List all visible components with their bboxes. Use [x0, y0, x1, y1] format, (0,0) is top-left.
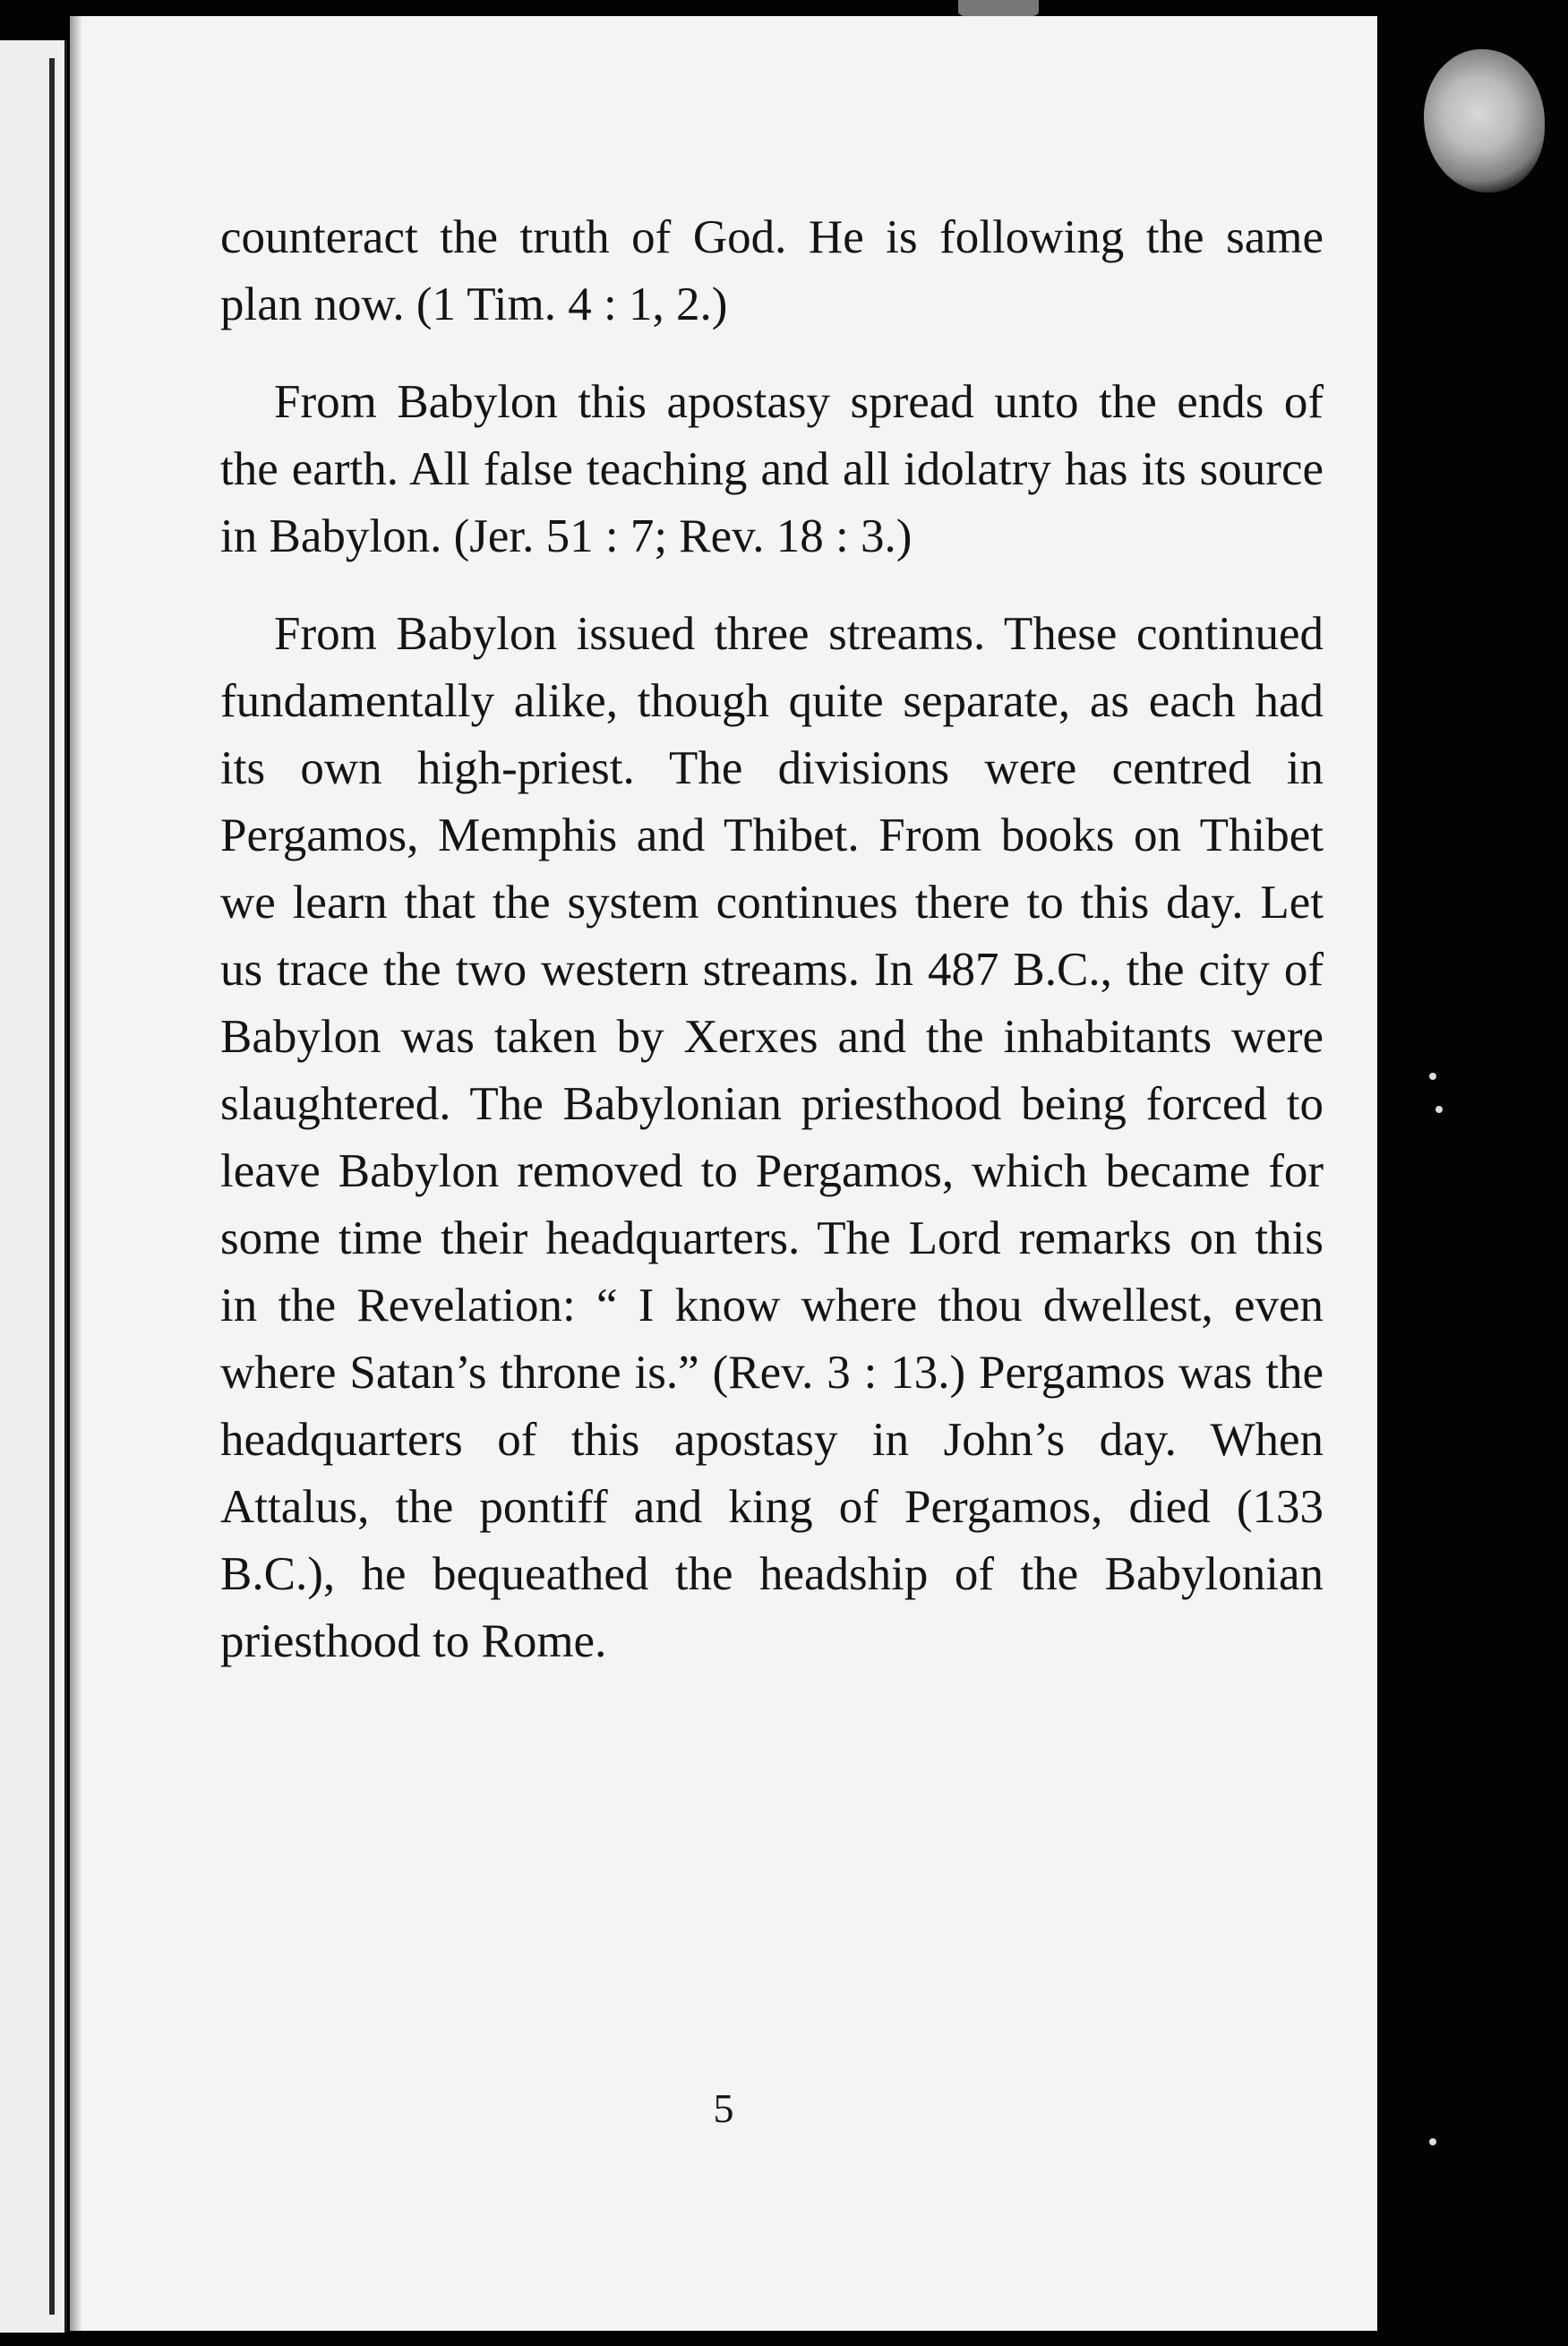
- page-edge-line: [49, 58, 55, 2315]
- book-page: [70, 16, 1377, 2331]
- binding-shadow: [70, 16, 82, 2331]
- speck: [1429, 1073, 1436, 1080]
- speck: [1435, 1106, 1443, 1113]
- paragraph-1: counteract the truth of God. He is following the same plan now. (1 Tim. 4 : 1, 2.): [220, 211, 1324, 330]
- body-text: [220, 204, 1324, 1706]
- page-number: 5: [713, 2085, 734, 2131]
- speck: [1429, 2138, 1436, 2145]
- paragraph-2: From Babylon this apostasy spread unto the ends of the earth. All false teaching and all idolatry has its source in Babylon. (Jer. 51 : 7; Rev. 18 : 3.): [220, 376, 1324, 562]
- paper-blemish: [1424, 49, 1545, 193]
- adjacent-page-edge: [0, 40, 67, 2333]
- paragraph-3: From Babylon issued three streams. These continued fundamentally alike, though quite separate, as each had its own high-priest. The divisions were centred in Pergamos, Memphis and Thibet. From books on Thibet we learn that the system continues there to this day. Let us trace the two western streams. In 487 B.C., the city of Babylon was taken by Xerxes and the inhabitants were slaughtered. The Babylonian priesthood being forced to leave Babylon removed to Pergamos, which became for some time their headquarters. The Lord remarks on this in the Revelation: “ I know where thou dwellest, even where Satan’s throne is.” (Rev. 3 : 13.) Pergamos was the headquarters of this apostasy in John’s day. When Attalus, the pontiff and king of Pergamos, died (133 B.C.), he bequeathed the headship of the Babylonian priesthood to Rome.: [220, 608, 1324, 1667]
